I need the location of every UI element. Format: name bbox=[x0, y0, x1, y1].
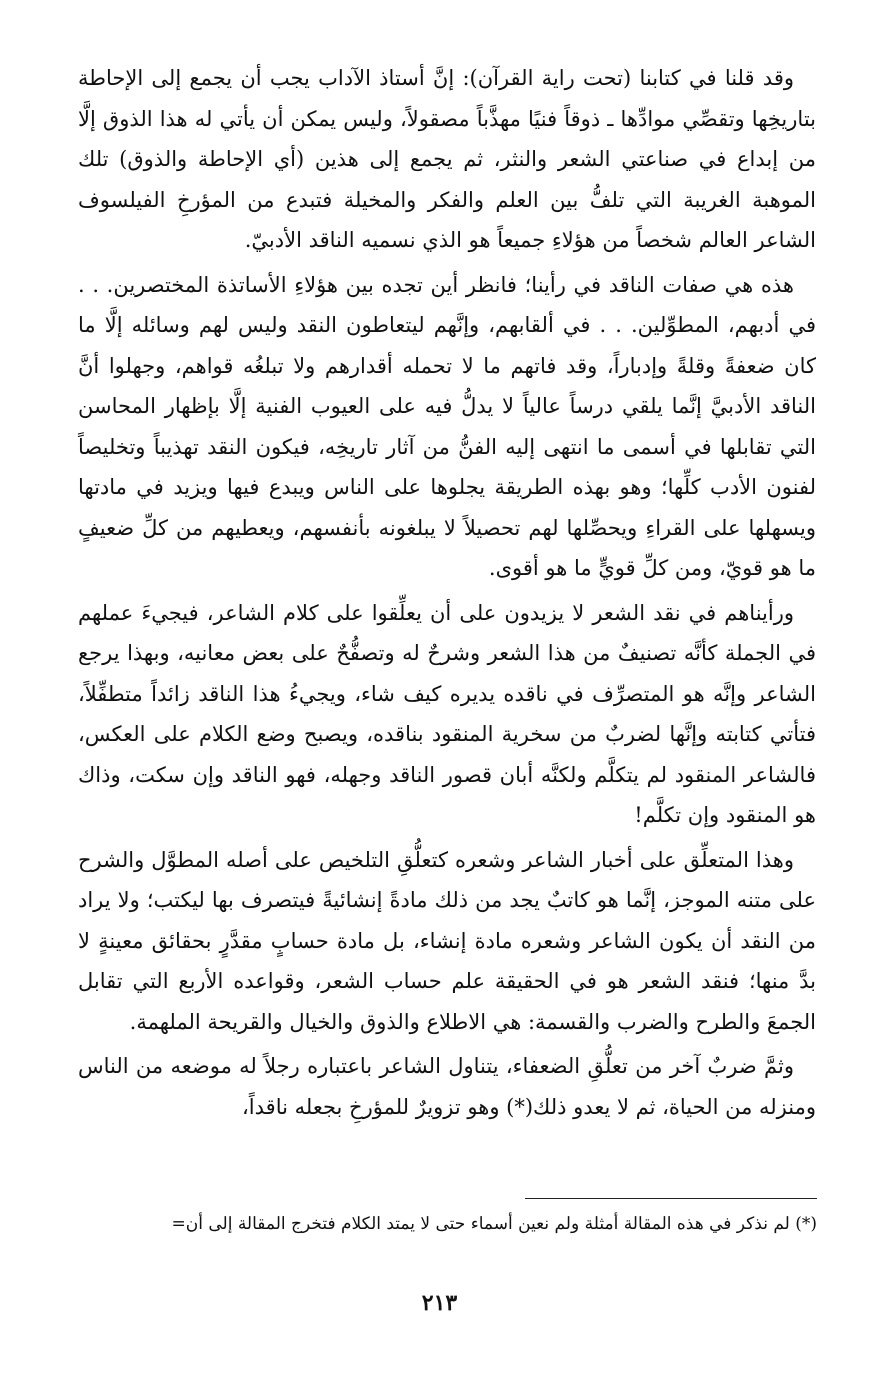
page-body bbox=[78, 58, 816, 1131]
paragraph-4: وهذا المتعلِّق على أخبار الشاعر وشعره كتعلُّقِ التلخيص على أصله المطوَّل والشرح على متنه الموجز، إنَّما هو كاتبٌ يجد من ذلك مادةً إنشائيةً فيتصرف بها ليكتب؛ ولا يراد من النقد أن يكون الشاعر وشعره مادة إنشاء، بل مادة حسابٍ مقدَّرٍ بحقائق معينةٍ لا بدَّ منها؛ فنقد الشعر هو في الحقيقة علم حساب الشعر، وقواعده الأربع التي تقابل الجمعَ والطرح والضرب والقسمة: هي الاطلاع والذوق والخيال والقريحة الملهمة. bbox=[78, 847, 816, 1034]
footnote: (*) لم نذكر في هذه المقالة أمثلة ولم نعين أسماء حتى لا يمتد الكلام فتخرج المقالة إلى أن= bbox=[171, 1214, 817, 1234]
main-text bbox=[78, 58, 816, 1127]
page-number: ٢١٣ bbox=[421, 1290, 458, 1316]
paragraph-3: ورأيناهم في نقد الشعر لا يزيدون على أن يعلِّقوا على كلام الشاعر، فيجيءَ عملهم في الجملة كأنَّه تصنيفٌ من هذا الشعر وشرحٌ له وتصفُّحٌ على بعض معانيه، وبهذا يرجع الشاعر وإنَّه هو المتصرِّف في ناقده يديره كيف شاء، ويجيءُ هذا الناقد زائداً متطفِّلاً، فتأتي كتابته وإنَّها لضربٌ من سخرية المنقود بناقده، ويصبح وضع الكلام على العكس، فالشاعر المنقود لم يتكلَّم ولكنَّه أبان قصور الناقد وجهله، فهو الناقد وإن سكت، وذاك هو المنقود وإن تكلَّم! bbox=[78, 600, 816, 827]
footnote-divider bbox=[525, 1198, 817, 1199]
paragraph-1: وقد قلنا في كتابنا (تحت راية القرآن): إنَّ أستاذ الآداب يجب أن يجمع إلى الإحاطة بتاريخِها وتقصِّي موادِّها ـ ذوقاً فنيًا مهذَّباً مصقولاً، وليس يمكن أن يأتي له هذا الذوق إلَّا من إبداع في صناعتي الشعر والنثر، ثم يجمع إلى هذين (أي الإحاطة والذوق) تلك الموهبة الغريبة التي تلفُّ بين العلم والفكر والمخيلة فتبدع من المؤرخِ الفيلسوف الشاعر العالم شخصاً من هؤلاءِ جميعاً هو الذي نسميه الناقد الأدبيّ. bbox=[78, 66, 816, 252]
paragraph-2: هذه هي صفات الناقد في رأينا؛ فانظر أين تجده بين هؤلاءِ الأساتذة المختصرين. . . في أدبهم، المطوِّلين. . . في ألقابهم، وإنَّهم ليتعاطون النقد وليس لهم وسائله إلَّا ما كان ضعفةً وقلةً وإدباراً، وقد فاتهم ما لا تحمله أقدارهم ولا تبلغُه قواهم، وجهلوا أنَّ الناقد الأدبيَّ إنَّما يلقي درساً عالياً لا يدلُّ فيه على العيوب الفنية إلَّا بإظهار المحاسن التي تقابلها في أسمى ما انتهى إليه الفنُّ من آثار تاريخِه، فيكون النقد تهذيباً وتخليصاً لفنون الأدب كلِّها؛ وهو بهذه الطريقة يجلوها على الناس ويبدع فيها ويزيد في مادتها ويسهلها على القراءِ ويحصِّلها لهم تحصيلاً لا يبلغونه بأنفسهم، ويعطيهم من كلِّ ضعيفٍ ما هو قويّ، ومن كلِّ قويٍّ ما هو أقوى. bbox=[78, 272, 816, 580]
paragraph-5: وثمَّ ضربٌ آخر من تعلُّقِ الضعفاء، يتناول الشاعر باعتباره رجلاً له موضعه من الناس ومنزله من الحياة، ثم لا يعدو ذلك(*) وهو تزويرٌ للمؤرخِ بجعله ناقداً، bbox=[78, 1054, 816, 1119]
